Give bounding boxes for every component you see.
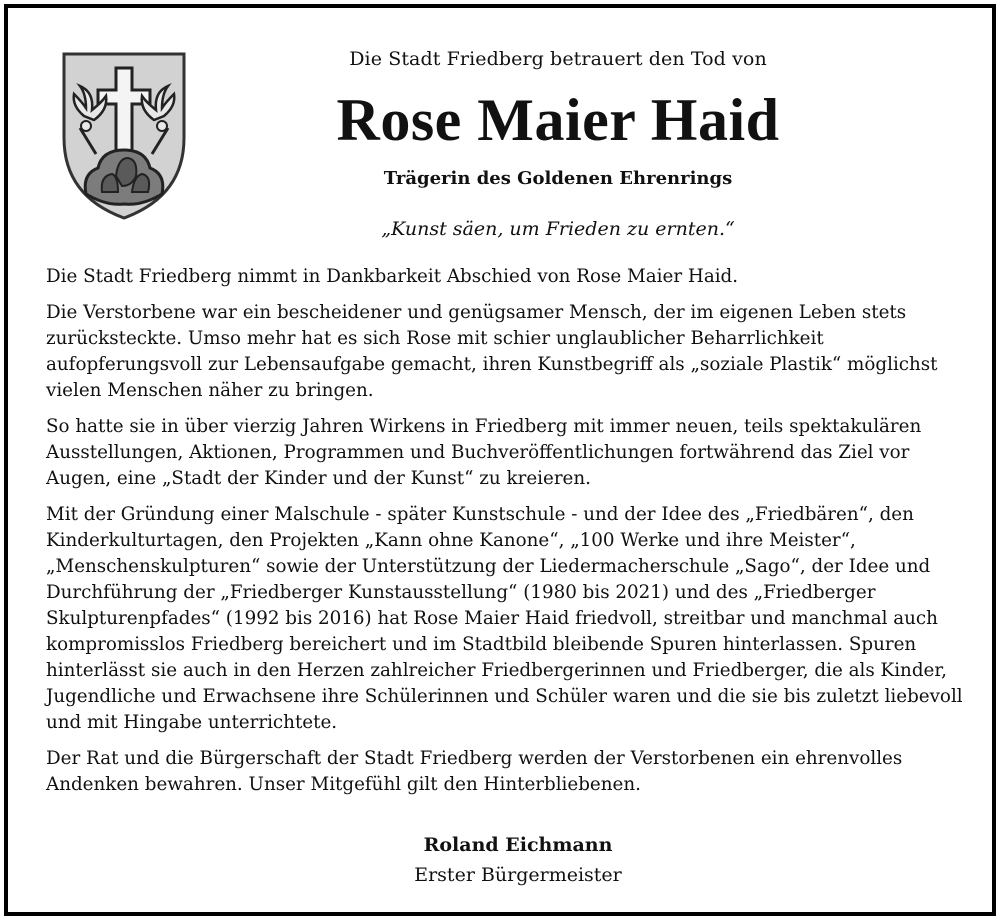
body-paragraph: Die Stadt Friedberg nimmt in Dankbarkeit Abschied von Rose Maier Haid. — [46, 266, 739, 287]
signer-title: Erster Bürgermeister — [414, 864, 622, 886]
coat-of-arms-icon — [56, 46, 192, 224]
notice-body — [46, 264, 964, 808]
intro-line: Die Stadt Friedberg betrauert den Tod von — [349, 48, 767, 70]
notice-frame — [4, 4, 996, 916]
body-paragraph: Mit der Gründung einer Malschule - später Kunstschule - und der Idee des „Friedbären“, den Kinderkulturtagen, den Projekten „Kann ohne Kanone“, „100 Werke und ihre Meister“, „Menschenskulpturen“ sowie der Unterstützung der Liedermacherschule „Sago“, der Idee und Durchführung der „Friedberger Kunstausstellung“ (1980 bis 2021) und des „Friedberger Skulpturenpfades“ (1992 bis 2016) hat Rose Maier Haid friedvoll, streitbar und manchmal auch kompromisslos Friedberg bereichert und im Stadtbild bleibende Spuren hinterlassen. Spuren hinterlässt sie auch in den Herzen zahlreicher Friedbergerinnen und Friedberger, die als Kinder, Jugendliche und Erwachsene ihre Schülerinnen und Schüler waren und die sie bis zuletzt liebevoll und mit Hingabe unterrichtete. — [46, 504, 963, 733]
body-paragraph: So hatte sie in über vierzig Jahren Wirkens in Friedberg mit immer neuen, teils spektakulären Ausstellungen, Aktionen, Programmen und Buchveröffentlichungen fortwährend das Ziel vor Augen, eine „Stadt der Kinder und der Kunst“ zu kreieren. — [46, 416, 922, 489]
body-paragraph: Die Verstorbene war ein bescheidener und genügsamer Mensch, der im eigenen Leben stets zurücksteckte. Umso mehr hat es sich Rose mit schier unglaublicher Beharrlichkeit aufopferungsvoll zur Lebensaufgabe gemacht, ihren Kunstbegriff als „soziale Plastik“ möglichst vielen Menschen näher zu bringen. — [46, 302, 938, 401]
honor-line: Trägerin des Goldenen Ehrenrings — [383, 168, 733, 189]
body-paragraph: Der Rat und die Bürgerschaft der Stadt Friedberg werden der Verstorbenen ein ehrenvolles Andenken bewahren. Unser Mitgefühl gilt den Hinterbliebenen. — [46, 748, 903, 795]
deceased-name: Rose Maier Haid — [336, 87, 780, 153]
motto-quote: „Kunst säen, um Frieden zu ernten.“ — [381, 218, 735, 240]
signer-name: Roland Eichmann — [423, 834, 613, 856]
